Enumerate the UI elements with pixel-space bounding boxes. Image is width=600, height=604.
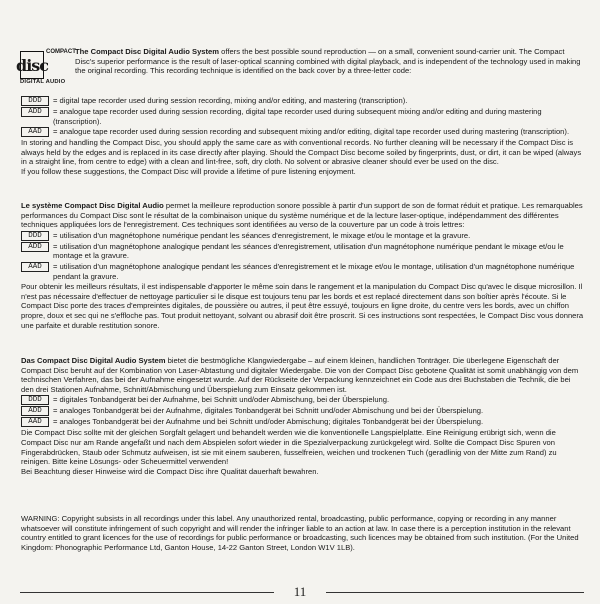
code-row	[21, 242, 584, 261]
code-badge: AAD	[21, 127, 49, 137]
code-row	[21, 395, 584, 405]
code-row	[21, 127, 584, 137]
english-lead: The Compact Disc Digital Audio System	[75, 47, 220, 56]
code-badge: AAD	[21, 417, 49, 427]
code-row	[21, 96, 584, 106]
footer-rule-right	[326, 592, 584, 593]
code-description: = digitales Tonbandgerät bei der Aufnahme, bei Schnitt und/oder Abmischung, bei der Überspielung.	[53, 395, 390, 405]
logo-word-compact: COMPACT	[46, 49, 76, 55]
code-badge: DDD	[21, 395, 49, 405]
compact-disc-logo	[16, 47, 76, 85]
logo-word-digital-audio: DIGITAL AUDIO	[20, 79, 66, 85]
code-badge: DDD	[21, 96, 49, 106]
english-intro-paragraph	[75, 47, 585, 76]
code-badge: AAD	[21, 262, 49, 272]
german-section	[21, 356, 584, 476]
code-description: = analoges Tonbandgerät bei der Aufnahme, digitales Tonbandgerät bei Schnitt und/oder Abmischung und bei der Überspielung.	[53, 406, 484, 416]
code-row	[21, 107, 584, 126]
code-badge: ADD	[21, 242, 49, 252]
code-description: = utilisation d'un magnétophone analogique pendant les séances d'enregistrement, utilisation d'un magnétophone numérique pendant le mixage et/ou le montage et la gravure.	[53, 241, 564, 261]
footer-rule-left	[20, 592, 274, 593]
page-number: 11	[293, 584, 307, 599]
code-description: = analogue tape recorder used during session recording, digital tape recorder used during subsequent mixing and/or editing and during mastering (transcription).	[53, 107, 542, 126]
code-row	[21, 417, 584, 427]
code-description: = utilisation d'un magnétophone numérique pendant les séances d'enregistrement, le mixage et/ou le montage et la gravure.	[53, 230, 471, 240]
english-intro-text: offers the best possible sound reproduction — on a small, convenient sound-carrier unit. The Compact Disc's superior performance is the result of laser-optical scanning combined with digital playback, and is independent of the technology used in making the original recording. This recording technique is identified on the back cover by a three-letter code:	[75, 47, 581, 76]
french-section	[21, 201, 584, 330]
french-intro-paragraph	[21, 201, 584, 230]
english-closing: If you follow these suggestions, the Compact Disc will provide a lifetime of pure listening enjoyment.	[21, 166, 356, 176]
code-description: = analogue tape recorder used during session recording and subsequent mixing and/or editing, digital tape recorder used during mastering (transcription).	[53, 127, 570, 137]
code-badge: DDD	[21, 231, 49, 241]
disc-logo-mark: disc	[20, 51, 44, 79]
french-care-paragraph: Pour obtenir les meilleurs résultats, il est indispensable d'apporter le même soin dans le rangement et la manipulation du Compact Disc qu'avec le disque microsillon. Il n'est pas nécessaire d'effectuer de nettoyage particulier si le disque est toujours tenu par les bords et est replacé directement dans son boîtier après l'écoute. Si le Compact Disc porte des traces d'empreintes digitales, de poussière ou autres, il peut être essuyé, toujours en ligne droite, du centre vers les bords, avec un chiffon propre, doux et sec qui ne s'effloche pas. Tout produit nettoyant, solvant ou abrasif doit être proscrit. Si ces instructions sont respectées, le Compact Disc vous donnera une parfaite et durable restitution sonore.	[21, 282, 584, 330]
code-description: = utilisation d'un magnétophone analogique pendant les séances d'enregistrement et le mixage et/ou le montage, utilisation d'un magnétophone numérique pendant la gravure.	[53, 261, 575, 281]
german-lead: Das Compact Disc Digital Audio System	[21, 356, 166, 365]
english-care-paragraph: In storing and handling the Compact Disc, you should apply the same care as with conventional records. No further cleaning will be necessary if the Compact Disc is always held by the edges and is replaced in its case directly after playing. Should the Compact Disc become soiled by fingerprints, dust, or dirt, it can be wiped (always in a straight line, from centre to edge) with a clean and lint-free, soft, dry cloth. No solvent or abrasive cleaner should ever be used on the disc.	[21, 138, 582, 167]
code-description: = analoges Tonbandgerät bei der Aufnahme und bei Schnitt und/oder Abmischung; digitales Tonbandgerät bei der Überspielung.	[53, 417, 484, 427]
english-intro	[75, 47, 585, 76]
german-intro-paragraph	[21, 356, 584, 394]
code-row	[21, 262, 584, 281]
german-care-paragraph: Die Compact Disc sollte mit der gleichen Sorgfalt gelagert und behandelt werden wie die konventionelle Langspielplatte. Eine Reinigung erübrigt sich, wenn die Compact Disc nur am Rande angefaßt und nach dem Abspielen sofort wieder in die Spezialverpackung zurückgelegt wird. Sollte die Compact Disc Spuren von Fingerabdrücken, Staub oder Schmutz aufweisen, ist sie mit einem sauberen, fusselfreien, weichen und trockenen Tuch (geradlinig von der Mitte zum Rand) zu reinigen. Bitte keine Lösungs- oder Scheuermittel verwenden!	[21, 428, 557, 467]
english-section	[21, 95, 584, 177]
code-badge: ADD	[21, 406, 49, 416]
copyright-warning	[21, 514, 584, 552]
code-row	[21, 231, 584, 241]
code-badge: ADD	[21, 107, 49, 117]
code-row	[21, 406, 584, 416]
french-intro-text: permet la meilleure reproduction sonore possible à partir d'un support de son de format réduit et pratique. Les remarquables performances du Compact Disc sont le résultat de la combinaison unique du système numérique et de la lecture laser-optique, indépendamment des différentes techniques appliquées lors de l'enregistrement. Ces techniques sont identifiées au verso de la couverture par un code à trois lettres:	[21, 201, 583, 230]
code-description: = digital tape recorder used during session recording, mixing and/or editing, and mastering (transcription).	[53, 96, 408, 105]
german-intro-text: bietet die bestmögliche Klangwiedergabe – auf einem kleinen, handlichen Tonträger. Die überlegene Eigenschaft der Compact Disc beruht auf der Kombination von Laser-Abtastung und digitaler Wiedergabe. Die von der Compact Disc gebotene Qualität ist somit unabhängig von dem technischen Verfahren, das bei der Aufnahme eingesetzt wurde. Auf der Rückseite der Verpackung kennzeichnet ein Code aus drei Buchstaben die Technik, die bei den drei Stationen Aufnahme, Schnitt/Abmischung und Überspielung zum Einsatz gekommen ist.	[21, 356, 579, 394]
warning-text: WARNING: Copyright subsists in all recordings under this label. Any unauthorized rental, broadcasting, public performance, copying or recording in any manner whatsoever will constitute infringement of such copyright and will render the infringer liable to an action at law. In case there is a perception institution in the relevant country entitled to grant licences for the use of recordings for public performance or broadcasting, such licences may be obtained from such institution. (For the United Kingdom: Phonographic Performance Ltd, Ganton House, 14-22 Ganton Street, London W1V 1LB).	[21, 514, 579, 552]
french-lead: Le système Compact Disc Digital Audio	[21, 201, 164, 210]
german-closing: Bei Beachtung dieser Hinweise wird die Compact Disc ihre Qualität dauerhaft bewahren.	[21, 466, 319, 476]
